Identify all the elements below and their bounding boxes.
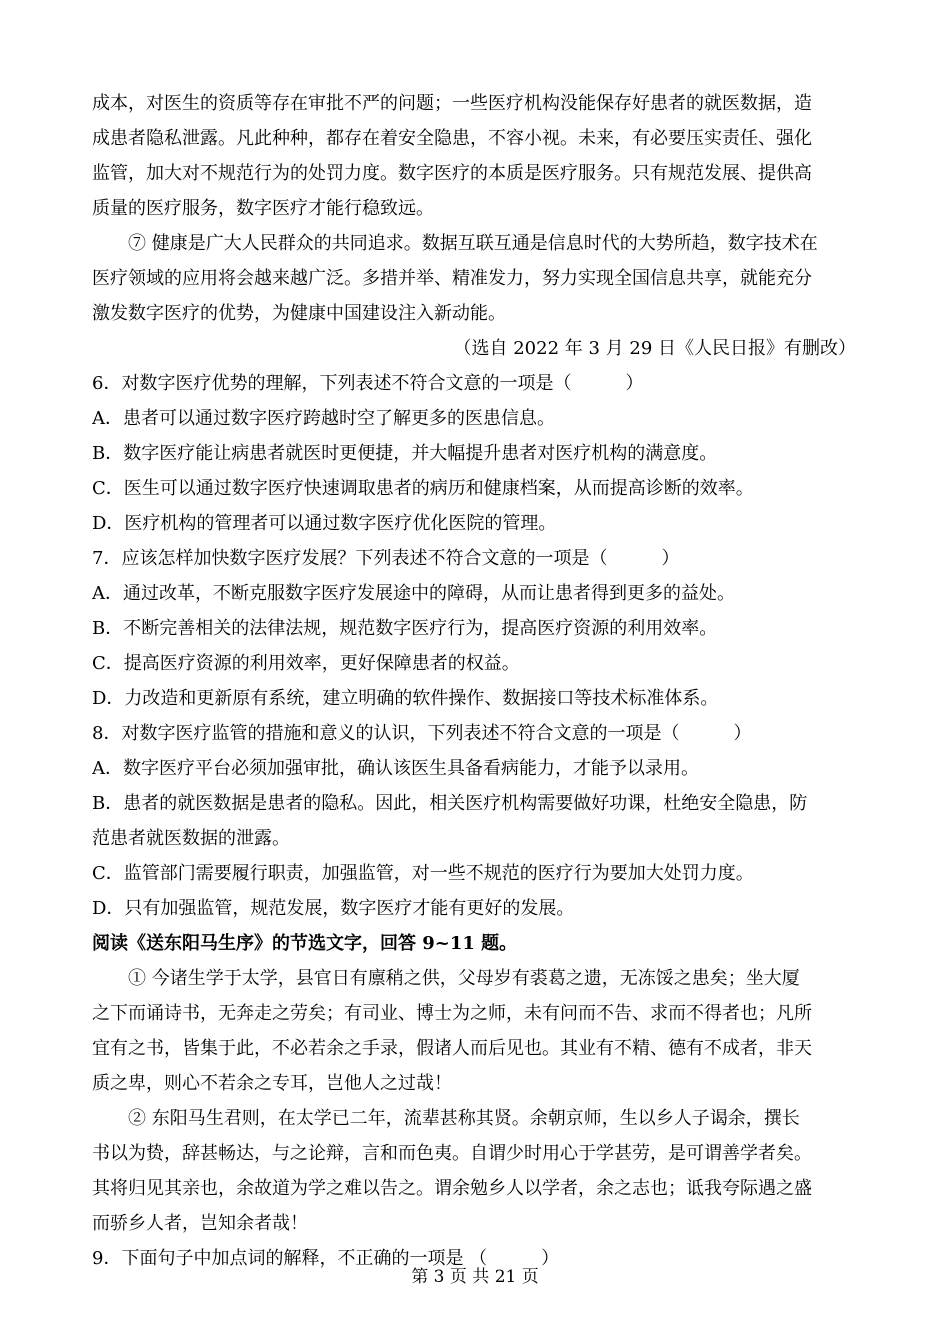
text-line: 成本，对医生的资质等存在审批不严的问题；一些医疗机构没能保存好患者的就医数据，造 — [92, 93, 812, 114]
text-line: ② 东阳马生君则，在太学已二年，流辈甚称其贤。余朝京师，生以乡人子谒余，撰长 — [128, 1108, 800, 1129]
question-stem: 8．对数字医疗监管的措施和意义的认识，下列表述不符合文意的一项是（ ） — [92, 723, 752, 744]
text-line: 监管，加大对不规范行为的处罚力度。数字医疗的本质是医疗服务。只有规范发展、提供高 — [92, 163, 812, 184]
text-line: 其将归见其亲也，余故道为学之难以告之。谓余勉乡人以学者，余之志也；诋我夸际遇之盛 — [92, 1178, 812, 1199]
text-line: 医疗领域的应用将会越来越广泛。多措并举、精准发力，努力实现全国信息共享，就能充分 — [92, 268, 812, 289]
passage-paragraph-6-tail — [92, 86, 862, 226]
option-a: A．通过改革，不断克服数字医疗发展途中的障碍，从而让患者得到更多的益处。 — [92, 583, 735, 604]
text-line: ① 今诸生学于太学，县官日有廪稍之供，父母岁有裘葛之遗，无冻馁之患矣；坐大厦 — [128, 968, 800, 989]
page-number-footer: 第 3 页 共 21 页 — [411, 1267, 539, 1287]
text-line: 宜有之书，皆集于此，不必若余之手录，假诸人而后见也。其业有不精、德有不成者，非天 — [92, 1038, 812, 1059]
text-line: 书以为贽，辞甚畅达，与之论辩，言和而色夷。自谓少时用心于学甚劳，是可谓善学者矣。 — [92, 1143, 812, 1164]
option-d: D．只有加强监管，规范发展，数字医疗才能有更好的发展。 — [92, 898, 575, 919]
option-c: C．提高医疗资源的利用效率，更好保障患者的权益。 — [92, 653, 520, 674]
text-line: 而骄乡人者，岂知余者哉！ — [92, 1213, 308, 1234]
option-d: D．力改造和更新原有系统，建立明确的软件操作、数据接口等技术标准体系。 — [92, 688, 719, 709]
option-b-continued: 范患者就医数据的泄露。 — [92, 828, 290, 849]
text-line: 激发数字医疗的优势，为健康中国建设注入新动能。 — [92, 303, 506, 324]
question-stem: 7．应该怎样加快数字医疗发展？下列表述不符合文意的一项是（ ） — [92, 548, 680, 569]
option-b: B．不断完善相关的法律法规，规范数字医疗行为，提高医疗资源的利用效率。 — [92, 618, 718, 639]
source-citation: （选自 2022 年 3 月 29 日《人民日报》有删改） — [453, 338, 856, 359]
option-d: D．医疗机构的管理者可以通过数字医疗优化医院的管理。 — [92, 513, 557, 534]
text-line: 质量的医疗服务，数字医疗才能行稳致远。 — [92, 198, 434, 219]
option-a: A．数字医疗平台必须加强审批，确认该医生具备看病能力，才能予以录用。 — [92, 758, 699, 779]
option-b: B．患者的就医数据是患者的隐私。因此，相关医疗机构需要做好功课，杜绝安全隐患，防 — [92, 793, 808, 814]
option-c: C．监管部门需要履行职责，加强监管，对一些不规范的医疗行为要加大处罚力度。 — [92, 863, 754, 884]
classical-paragraph-1 — [92, 961, 862, 1101]
text-line: 成患者隐私泄露。凡此种种，都存在着安全隐患，不容小视。未来，有必要压实责任、强化 — [92, 128, 812, 149]
passage-paragraph-7 — [92, 226, 862, 331]
text-line: 质之卑，则心不若余之专耳，岂他人之过哉！ — [92, 1073, 452, 1094]
text-line: ⑦ 健康是广大人民群众的共同追求。数据互联互通是信息时代的大势所趋，数字技术在 — [128, 233, 818, 254]
text-line: 之下而诵诗书，无奔走之劳矣；有司业、博士为之师，未有问而不告、求而不得者也；凡所 — [92, 1003, 812, 1024]
question-9-stem: 9．下面句子中加点词的解释，不正确的一项是 （ ） — [92, 1248, 560, 1269]
page-body — [92, 86, 862, 1276]
question-7 — [92, 541, 862, 716]
reading-heading: 阅读《送东阳马生序》的节选文字，回答 9~11 题。 — [92, 933, 518, 954]
question-stem: 6．对数字医疗优势的理解，下列表述不符合文意的一项是（ ） — [92, 373, 644, 394]
classical-paragraph-2 — [92, 1101, 862, 1241]
question-6 — [92, 366, 862, 541]
option-c: C．医生可以通过数字医疗快速调取患者的病历和健康档案，从而提高诊断的效率。 — [92, 478, 754, 499]
option-b: B．数字医疗能让病患者就医时更便捷，并大幅提升患者对医疗机构的满意度。 — [92, 443, 718, 464]
option-a: A．患者可以通过数字医疗跨越时空了解更多的医患信息。 — [92, 408, 555, 429]
question-8 — [92, 716, 862, 926]
